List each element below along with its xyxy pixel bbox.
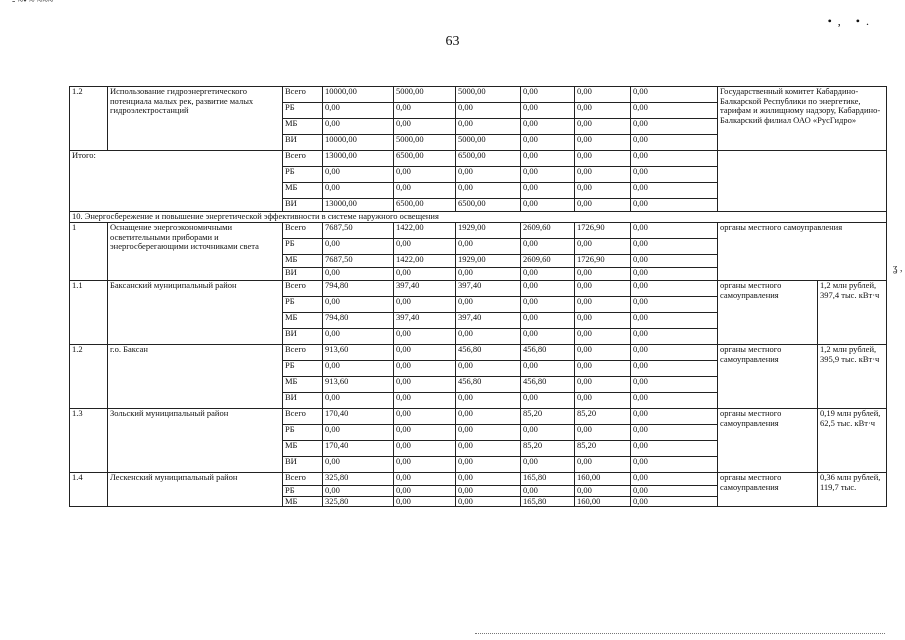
amount-cell: 0,00 <box>521 393 575 409</box>
amount-cell: 0,00 <box>521 361 575 377</box>
amount-cell: 456,80 <box>521 345 575 361</box>
amount-cell: 7687,50 <box>323 255 394 268</box>
amount-cell: 0,00 <box>394 297 456 313</box>
amount-cell: 0,00 <box>631 119 718 135</box>
amount-cell: 0,00 <box>456 409 521 425</box>
amount-cell: 0,00 <box>394 457 456 473</box>
amount-cell: 0,00 <box>575 313 631 329</box>
amount-cell: 794,80 <box>323 281 394 297</box>
amount-cell: 0,00 <box>575 167 631 183</box>
effect-cell: 1,2 млн рублей, 395,9 тыс. кВт·ч <box>818 345 887 409</box>
amount-cell: 397,40 <box>456 313 521 329</box>
table-row <box>70 409 887 425</box>
amount-cell: 1422,00 <box>394 223 456 239</box>
funding-source: РБ <box>283 239 323 255</box>
funding-source: МБ <box>283 441 323 457</box>
funding-source: Всего <box>283 409 323 425</box>
amount-cell: 0,00 <box>323 361 394 377</box>
measure-name: г.о. Баксан <box>108 345 283 409</box>
funding-source: МБ <box>283 313 323 329</box>
executor-cell: органы местного самоуправления <box>718 281 818 345</box>
amount-cell: 0,00 <box>394 377 456 393</box>
corner-marks: •, •. <box>827 14 875 28</box>
amount-cell: 0,00 <box>456 457 521 473</box>
amount-cell: 1726,90 <box>575 255 631 268</box>
amount-cell: 0,00 <box>575 183 631 199</box>
amount-cell: 0,00 <box>575 87 631 103</box>
amount-cell: 0,00 <box>631 345 718 361</box>
amount-cell: 0,00 <box>631 393 718 409</box>
amount-cell: 0,00 <box>456 496 521 507</box>
amount-cell: 397,40 <box>456 281 521 297</box>
amount-cell: 0,00 <box>456 393 521 409</box>
amount-cell: 0,00 <box>631 297 718 313</box>
amount-cell: 6500,00 <box>456 199 521 212</box>
amount-cell: 0,00 <box>521 183 575 199</box>
amount-cell: 0,00 <box>631 496 718 507</box>
amount-cell: 0,00 <box>521 199 575 212</box>
amount-cell: 0,00 <box>575 239 631 255</box>
amount-cell: 0,00 <box>631 103 718 119</box>
executor-cell: органы местного самоуправления <box>718 223 887 281</box>
funding-source: Всего <box>283 473 323 486</box>
funding-source: МБ <box>283 377 323 393</box>
amount-cell: 0,00 <box>631 255 718 268</box>
funding-source: МБ <box>283 496 323 507</box>
section-row <box>70 212 887 223</box>
amount-cell: 325,80 <box>323 496 394 507</box>
amount-cell: 0,00 <box>456 473 521 486</box>
amount-cell: 0,00 <box>575 119 631 135</box>
amount-cell: 0,00 <box>394 409 456 425</box>
funding-source: РБ <box>283 167 323 183</box>
amount-cell: 0,00 <box>575 345 631 361</box>
amount-cell: 0,00 <box>575 103 631 119</box>
amount-cell: 0,00 <box>394 183 456 199</box>
amount-cell: 0,00 <box>521 457 575 473</box>
section-title: 10. Энергосбережение и повышение энергетической эффективности в системе наружного освещения <box>70 212 887 223</box>
amount-cell: 10000,00 <box>323 87 394 103</box>
amount-cell: 0,00 <box>631 377 718 393</box>
funding-source: Всего <box>283 223 323 239</box>
amount-cell: 0,00 <box>456 425 521 441</box>
amount-cell: 0,00 <box>521 425 575 441</box>
amount-cell: 1929,00 <box>456 223 521 239</box>
amount-cell: 85,20 <box>575 409 631 425</box>
funding-source: ВИ <box>283 393 323 409</box>
amount-cell: 0,00 <box>456 329 521 345</box>
amount-cell: 913,60 <box>323 345 394 361</box>
amount-cell: 13000,00 <box>323 151 394 167</box>
amount-cell: 85,20 <box>575 441 631 457</box>
row-number: 1.2 <box>70 345 108 409</box>
amount-cell: 0,00 <box>521 313 575 329</box>
executor-cell: Государственный комитет Кабардино-Балкарской Республики по энергетике, тарифам и жилищному надзору, Кабардино-Балкарский филиал ОАО «РусГидро» <box>718 87 887 151</box>
row-number: 1 <box>70 223 108 281</box>
amount-cell: 0,00 <box>394 329 456 345</box>
table-row <box>70 223 887 239</box>
measure-name: Зольский муниципальный район <box>108 409 283 473</box>
amount-cell: 0,00 <box>631 199 718 212</box>
amount-cell: 0,00 <box>631 183 718 199</box>
amount-cell: 5000,00 <box>394 87 456 103</box>
amount-cell: 0,00 <box>575 486 631 497</box>
amount-cell: 0,00 <box>575 281 631 297</box>
amount-cell: 0,00 <box>394 441 456 457</box>
top-scribble: - ~• ~ ~~~ <box>12 0 54 7</box>
amount-cell: 0,00 <box>631 167 718 183</box>
amount-cell: 0,00 <box>456 119 521 135</box>
program-table <box>69 86 887 507</box>
funding-source: ВИ <box>283 329 323 345</box>
amount-cell: 0,00 <box>521 151 575 167</box>
amount-cell: 85,20 <box>521 441 575 457</box>
amount-cell: 0,00 <box>456 361 521 377</box>
table-row <box>70 281 887 297</box>
measure-name: Баксанский муниципальный район <box>108 281 283 345</box>
amount-cell: 0,00 <box>323 268 394 281</box>
amount-cell: 0,00 <box>631 223 718 239</box>
funding-source: РБ <box>283 103 323 119</box>
amount-cell: 6500,00 <box>394 151 456 167</box>
amount-cell: 2609,60 <box>521 223 575 239</box>
amount-cell: 160,00 <box>575 473 631 486</box>
funding-source: РБ <box>283 297 323 313</box>
amount-cell: 0,00 <box>394 119 456 135</box>
amount-cell: 0,00 <box>394 239 456 255</box>
bottom-dotted-line <box>475 633 885 635</box>
amount-cell: 170,40 <box>323 441 394 457</box>
amount-cell: 0,00 <box>521 103 575 119</box>
amount-cell: 0,00 <box>575 135 631 151</box>
amount-cell: 0,00 <box>575 457 631 473</box>
amount-cell: 456,80 <box>456 377 521 393</box>
table-row <box>70 87 887 103</box>
amount-cell: 0,00 <box>394 167 456 183</box>
amount-cell: 913,60 <box>323 377 394 393</box>
table-row <box>70 473 887 486</box>
effect-cell: 0,19 млн рублей, 62,5 тыс. кВт·ч <box>818 409 887 473</box>
amount-cell: 0,00 <box>394 361 456 377</box>
amount-cell: 5000,00 <box>394 135 456 151</box>
amount-cell: 0,00 <box>631 135 718 151</box>
amount-cell: 0,00 <box>456 239 521 255</box>
amount-cell: 0,00 <box>521 281 575 297</box>
amount-cell: 0,00 <box>521 87 575 103</box>
funding-source: Всего <box>283 151 323 167</box>
amount-cell: 0,00 <box>575 151 631 167</box>
amount-cell: 0,00 <box>631 409 718 425</box>
funding-source: Всего <box>283 87 323 103</box>
amount-cell: 0,00 <box>323 457 394 473</box>
amount-cell: 456,80 <box>521 377 575 393</box>
amount-cell: 7687,50 <box>323 223 394 239</box>
amount-cell: 13000,00 <box>323 199 394 212</box>
total-label: Итого: <box>70 151 283 212</box>
amount-cell: 397,40 <box>394 281 456 297</box>
amount-cell: 165,80 <box>521 473 575 486</box>
amount-cell: 0,00 <box>521 297 575 313</box>
amount-cell: 0,00 <box>631 441 718 457</box>
amount-cell: 0,00 <box>631 151 718 167</box>
amount-cell: 1929,00 <box>456 255 521 268</box>
amount-cell: 0,00 <box>631 87 718 103</box>
amount-cell: 5000,00 <box>456 87 521 103</box>
amount-cell: 0,00 <box>456 268 521 281</box>
amount-cell: 0,00 <box>394 103 456 119</box>
amount-cell: 0,00 <box>394 345 456 361</box>
effect-cell: 1,2 млн рублей, 397,4 тыс. кВт·ч <box>818 281 887 345</box>
amount-cell: 0,00 <box>575 297 631 313</box>
amount-cell: 0,00 <box>521 119 575 135</box>
row-number: 1.2 <box>70 87 108 151</box>
funding-source: МБ <box>283 183 323 199</box>
funding-source: Всего <box>283 281 323 297</box>
amount-cell: 0,00 <box>575 393 631 409</box>
funding-source: МБ <box>283 119 323 135</box>
amount-cell: 0,00 <box>521 239 575 255</box>
amount-cell: 0,00 <box>394 496 456 507</box>
amount-cell: 0,00 <box>323 183 394 199</box>
table-row <box>70 151 887 167</box>
amount-cell: 0,00 <box>575 268 631 281</box>
amount-cell: 0,00 <box>575 329 631 345</box>
amount-cell: 0,00 <box>631 281 718 297</box>
amount-cell: 165,80 <box>521 496 575 507</box>
amount-cell: 0,00 <box>631 239 718 255</box>
side-mark: ʓ , <box>893 263 903 274</box>
amount-cell: 0,00 <box>394 486 456 497</box>
amount-cell: 0,00 <box>323 297 394 313</box>
amount-cell: 0,00 <box>521 268 575 281</box>
amount-cell: 456,80 <box>456 345 521 361</box>
amount-cell: 0,00 <box>631 425 718 441</box>
amount-cell: 0,00 <box>323 425 394 441</box>
executor-cell: органы местного самоуправления <box>718 409 818 473</box>
funding-source: ВИ <box>283 135 323 151</box>
amount-cell: 0,00 <box>575 425 631 441</box>
funding-source: Всего <box>283 345 323 361</box>
amount-cell: 0,00 <box>456 486 521 497</box>
amount-cell: 0,00 <box>631 361 718 377</box>
amount-cell: 10000,00 <box>323 135 394 151</box>
amount-cell: 0,00 <box>521 329 575 345</box>
measure-name: Оснащение энергоэкономичными осветительными приборами и энергосберегающими источниками света <box>108 223 283 281</box>
empty-cell <box>718 151 887 212</box>
amount-cell: 2609,60 <box>521 255 575 268</box>
row-number: 1.4 <box>70 473 108 507</box>
amount-cell: 0,00 <box>575 361 631 377</box>
effect-cell: 0,36 млн рублей, 119,7 тыс. <box>818 473 887 507</box>
funding-source: ВИ <box>283 457 323 473</box>
amount-cell: 0,00 <box>394 268 456 281</box>
funding-source: ВИ <box>283 268 323 281</box>
amount-cell: 0,00 <box>323 239 394 255</box>
amount-cell: 794,80 <box>323 313 394 329</box>
amount-cell: 0,00 <box>323 103 394 119</box>
amount-cell: 1726,90 <box>575 223 631 239</box>
amount-cell: 0,00 <box>631 313 718 329</box>
amount-cell: 0,00 <box>631 473 718 486</box>
amount-cell: 1422,00 <box>394 255 456 268</box>
measure-name: Использование гидроэнергетического потенциала малых рек, развитие малых гидроэлектростанций <box>108 87 283 151</box>
amount-cell: 0,00 <box>394 393 456 409</box>
amount-cell: 6500,00 <box>394 199 456 212</box>
amount-cell: 0,00 <box>575 377 631 393</box>
funding-source: РБ <box>283 425 323 441</box>
funding-source: РБ <box>283 486 323 497</box>
funding-source: ВИ <box>283 199 323 212</box>
amount-cell: 0,00 <box>323 119 394 135</box>
amount-cell: 0,00 <box>323 167 394 183</box>
amount-cell: 0,00 <box>323 329 394 345</box>
amount-cell: 0,00 <box>394 425 456 441</box>
amount-cell: 0,00 <box>456 441 521 457</box>
amount-cell: 0,00 <box>631 268 718 281</box>
funding-source: РБ <box>283 361 323 377</box>
amount-cell: 0,00 <box>456 103 521 119</box>
executor-cell: органы местного самоуправления <box>718 473 818 507</box>
executor-cell: органы местного самоуправления <box>718 345 818 409</box>
amount-cell: 85,20 <box>521 409 575 425</box>
page-number: 63 <box>445 34 460 49</box>
table-row <box>70 345 887 361</box>
amount-cell: 0,00 <box>456 183 521 199</box>
amount-cell: 0,00 <box>631 329 718 345</box>
amount-cell: 325,80 <box>323 473 394 486</box>
amount-cell: 0,00 <box>575 199 631 212</box>
amount-cell: 0,00 <box>521 135 575 151</box>
amount-cell: 0,00 <box>323 486 394 497</box>
amount-cell: 170,40 <box>323 409 394 425</box>
amount-cell: 0,00 <box>631 457 718 473</box>
funding-source: МБ <box>283 255 323 268</box>
amount-cell: 0,00 <box>323 393 394 409</box>
amount-cell: 0,00 <box>456 167 521 183</box>
amount-cell: 5000,00 <box>456 135 521 151</box>
row-number: 1.3 <box>70 409 108 473</box>
amount-cell: 0,00 <box>521 486 575 497</box>
amount-cell: 0,00 <box>631 486 718 497</box>
row-number: 1.1 <box>70 281 108 345</box>
amount-cell: 0,00 <box>394 473 456 486</box>
amount-cell: 397,40 <box>394 313 456 329</box>
amount-cell: 6500,00 <box>456 151 521 167</box>
measure-name: Лескенский муниципальный район <box>108 473 283 507</box>
amount-cell: 0,00 <box>521 167 575 183</box>
amount-cell: 160,00 <box>575 496 631 507</box>
amount-cell: 0,00 <box>456 297 521 313</box>
